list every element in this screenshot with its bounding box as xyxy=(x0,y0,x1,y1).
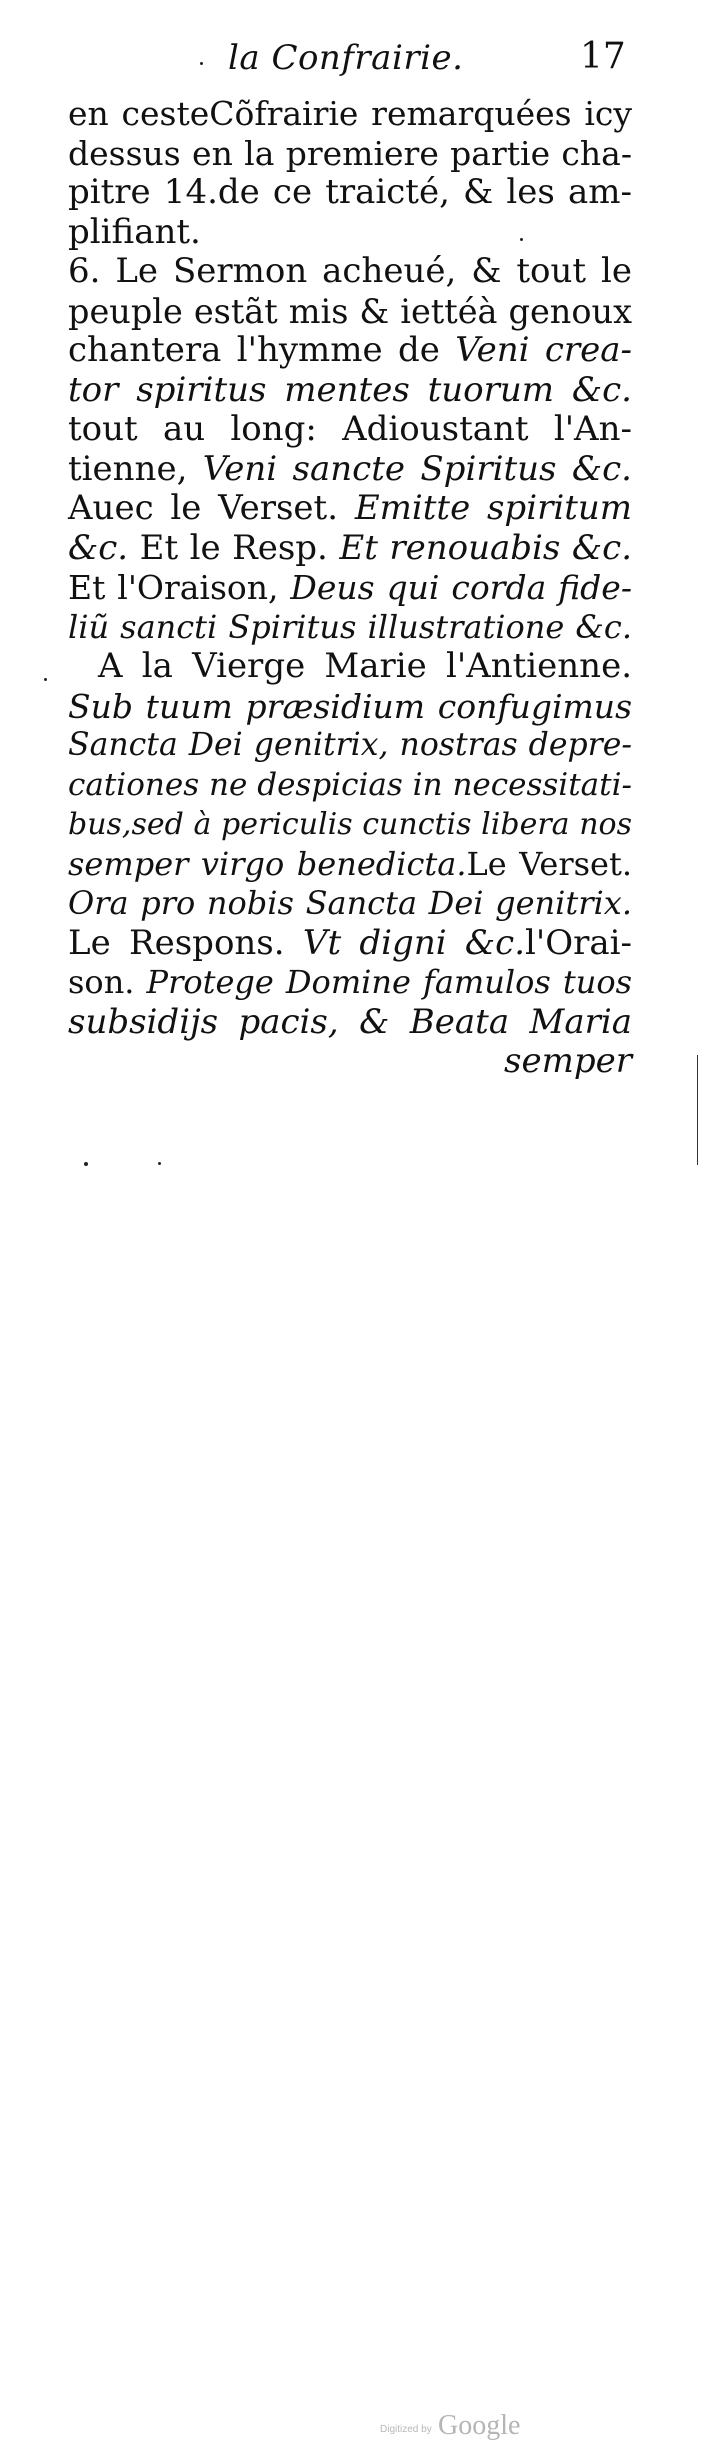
italic-text: Vt digni &c. xyxy=(302,922,526,963)
roman-text: tienne, xyxy=(68,448,203,489)
ink-speck xyxy=(520,238,523,241)
text-line xyxy=(68,94,632,134)
text-line xyxy=(68,292,632,332)
text-line xyxy=(68,450,632,490)
text-line xyxy=(68,963,632,1003)
text-line xyxy=(68,1003,632,1043)
italic-text: Protege Domine famulos tuos xyxy=(146,963,633,1001)
running-head xyxy=(0,26,718,86)
roman-text: chantera l'hymme de xyxy=(68,330,456,370)
roman-text: 6. Le Sermon acheué, & tout le xyxy=(68,251,632,291)
text-line xyxy=(68,924,632,964)
roman-text: l'Orai- xyxy=(525,922,633,963)
digitized-by-label: Digitized by xyxy=(380,2424,432,2435)
ink-speck xyxy=(200,62,203,65)
roman-text: son. xyxy=(68,963,147,1001)
text-line xyxy=(68,845,632,885)
italic-text: Sancta Dei genitrix, nostras depre- xyxy=(68,727,632,763)
roman-text: peuple estãt mis & iettéà genoux xyxy=(68,291,632,331)
italic-text: Veni sancte Spiritus &c. xyxy=(202,448,632,489)
italic-text: Deus qui corda fide- xyxy=(290,568,632,607)
text-line xyxy=(68,134,632,174)
roman-text: tout au long: Adioustant l'An- xyxy=(68,409,632,449)
italic-text: subsidijs pacis, & Beata Maria xyxy=(68,1001,632,1042)
italic-text: bus,sed à periculis cunctis libera nos xyxy=(68,807,632,842)
roman-text: pitre 14.de ce traicté, & les am- xyxy=(68,172,632,212)
text-line xyxy=(68,766,632,806)
text-line xyxy=(68,410,632,450)
italic-text: liũ sancti Spiritus illustratione &c. xyxy=(68,607,632,646)
ink-speck xyxy=(84,1162,88,1166)
text-line xyxy=(68,331,632,371)
text-line xyxy=(68,726,632,766)
text-line xyxy=(68,371,632,411)
roman-text: en cesteCõfrairie remarquées icy xyxy=(68,94,632,133)
italic-text: Sub tuum præsidium confugimus xyxy=(68,686,632,726)
text-line xyxy=(68,647,632,687)
italic-text: Emitte spiritum xyxy=(354,488,632,528)
text-line xyxy=(68,687,632,727)
roman-text: Et l'Oraison, xyxy=(68,568,291,607)
page-number: 17 xyxy=(580,36,626,77)
text-line xyxy=(68,1042,632,1082)
page-edge-shadow xyxy=(697,1055,698,1165)
roman-text: Le Verset. xyxy=(466,844,633,883)
text-line xyxy=(68,608,632,648)
roman-text: Le Respons. xyxy=(68,922,303,963)
italic-text: cationes ne despicias in necessitati- xyxy=(68,766,632,803)
italic-text: Ora pro nobis Sancta Dei genitrix. xyxy=(68,884,632,922)
italic-text: semper xyxy=(504,1041,632,1081)
italic-text: semper virgo benedicta. xyxy=(68,844,467,883)
text-line xyxy=(68,489,632,529)
text-line xyxy=(68,173,632,213)
body-text xyxy=(68,94,632,1082)
roman-text: Auec le Verset. xyxy=(68,488,355,528)
ink-speck xyxy=(44,678,47,681)
text-line xyxy=(68,568,632,608)
text-line xyxy=(68,252,632,292)
digitization-watermark xyxy=(0,1206,718,2441)
text-line xyxy=(68,884,632,924)
italic-text: &c. xyxy=(68,527,129,568)
roman-text: Et le Resp. xyxy=(128,527,340,568)
text-line xyxy=(68,213,632,253)
google-logo: Google xyxy=(438,2410,521,2441)
text-line xyxy=(68,529,632,569)
running-title: la Confrairie. xyxy=(228,38,464,78)
italic-text: Et renouabis &c. xyxy=(339,527,632,568)
ink-speck xyxy=(158,1162,161,1165)
roman-text: A la Vierge Marie l'Antienne. xyxy=(98,646,632,686)
italic-text: Veni crea- xyxy=(455,330,633,370)
roman-text: dessus en la premiere partie cha- xyxy=(68,133,632,173)
italic-text: tor spiritus mentes tuorum &c. xyxy=(68,369,632,410)
text-line xyxy=(68,805,632,845)
roman-text: plifiant. xyxy=(68,211,201,252)
